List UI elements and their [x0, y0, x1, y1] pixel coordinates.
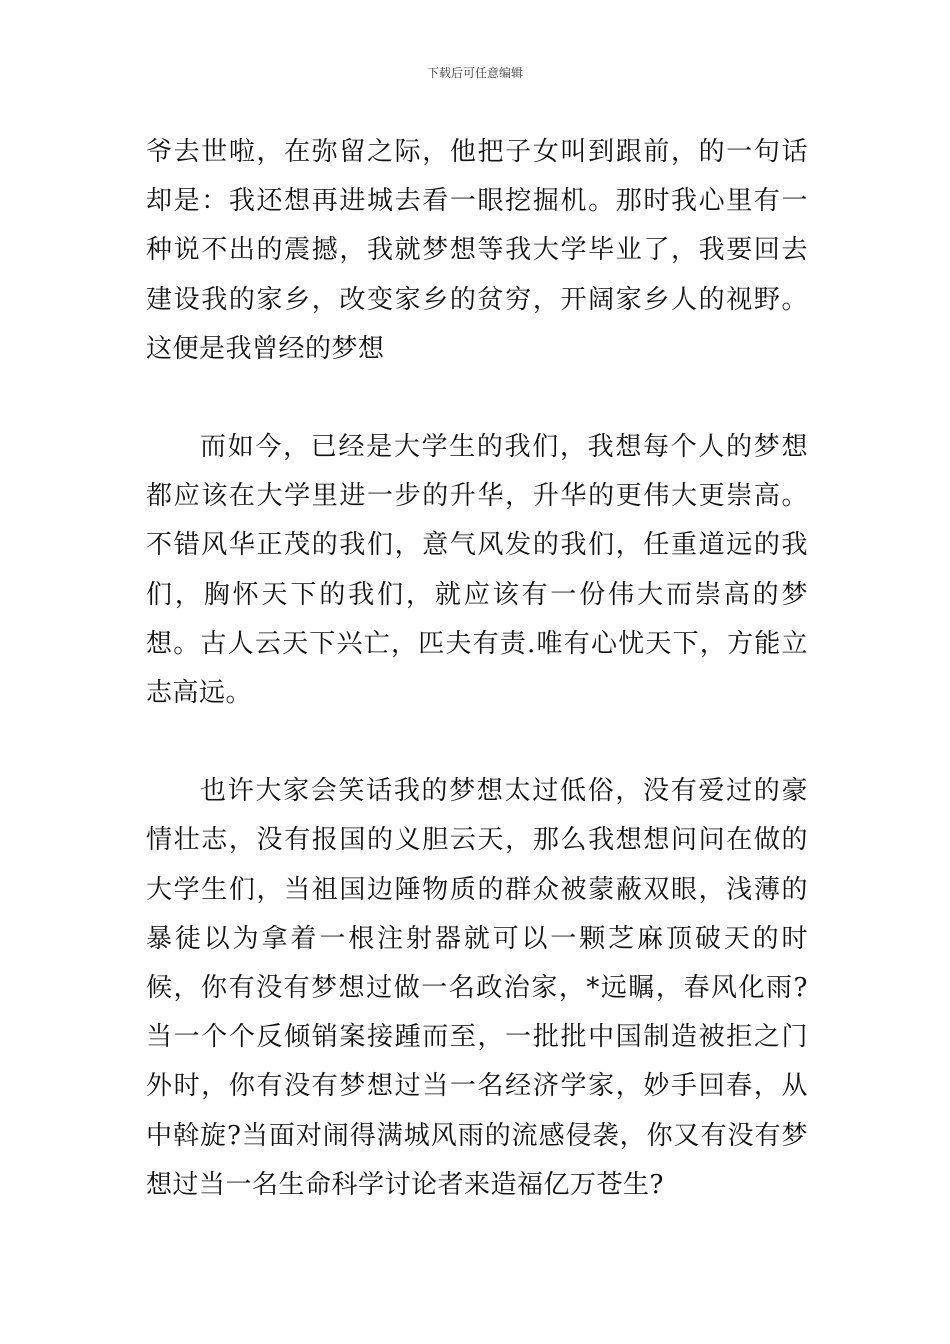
- paragraph: 也许大家会笑话我的梦想太过低俗，没有爱过的豪情壮志，没有报国的义胆云天，那么我想想问问在做的大学生们，当祖国边陲物质的群众被蒙蔽双眼，浅薄的暴徒以为拿着一根注射器就可以一颗芝麻顶破天的时候，你有没有梦想过做一名政治家，*远瞩，春风化雨?当一个个反倾销案接踵而至，一批批中国制造被拒之门外时，你有没有梦想过当一名经济学家，妙手回春，从中斡旋?当面对闹得满城风雨的流感侵袭，你又有没有梦想过当一名生命科学讨论者来造福亿万苍生?: [146, 776, 808, 1200]
- page-header: 下载后可任意编辑: [426, 66, 523, 80]
- document-body: [146, 128, 808, 1210]
- paragraph: 而如今，已经是大学生的我们，我想每个人的梦想都应该在大学里进一步的升华，升华的更伟大更崇高。不错风华正茂的我们，意气风发的我们，任重道远的我们，胸怀天下的我们，就应该有一份伟大而崇高的梦想。古人云天下兴亡，匹夫有责.唯有心忧天下，方能立志高远。: [146, 432, 808, 709]
- paragraph-continuation: 爷去世啦，在弥留之际，他把子女叫到跟前，的一句话却是：我还想再进城去看一眼挖掘机。那时我心里有一种说不出的震撼，我就梦想等我大学毕业了，我要回去建设我的家乡，改变家乡的贫穷，开阔家乡人的视野。这便是我曾经的梦想: [146, 137, 808, 364]
